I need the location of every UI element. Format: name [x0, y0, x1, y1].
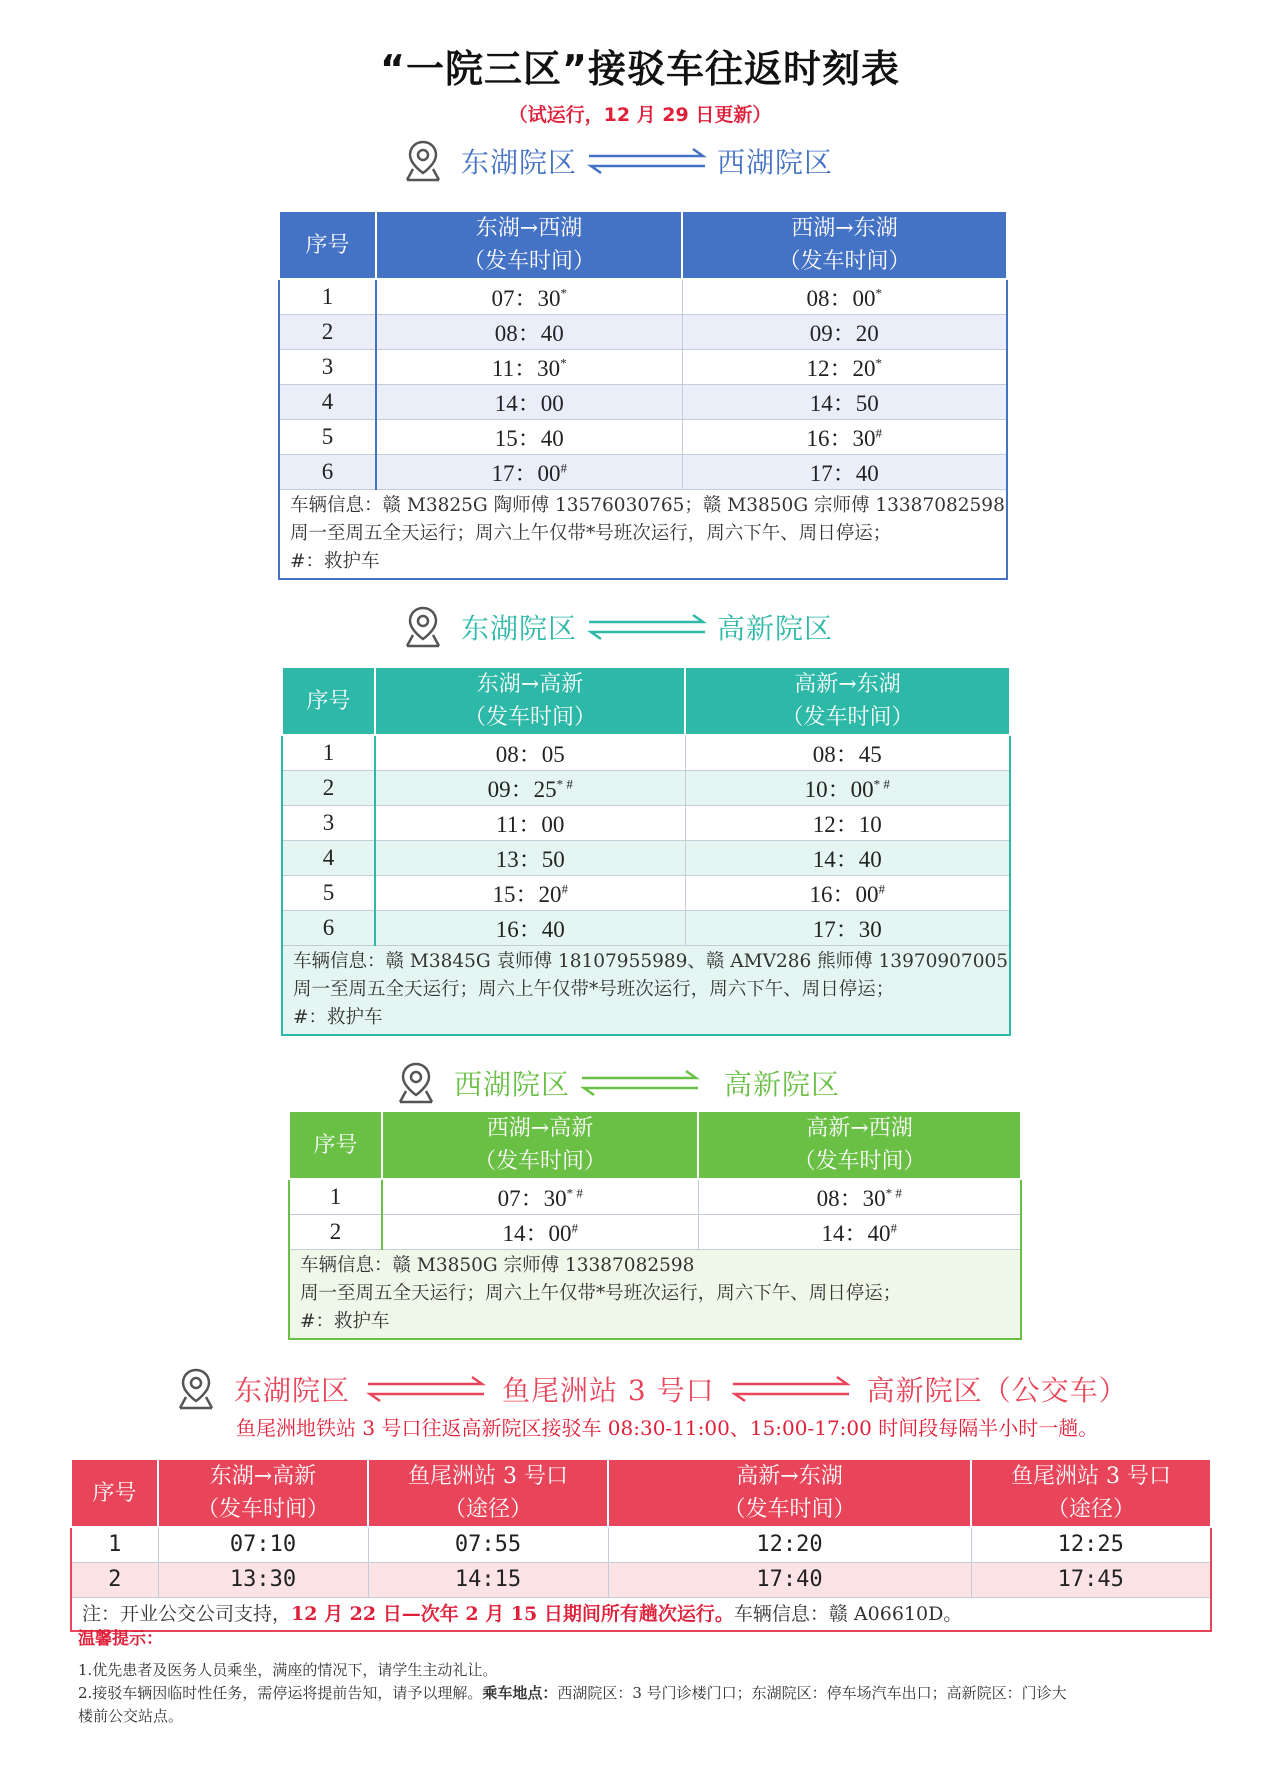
timetable-dh-xh — [278, 210, 1008, 580]
timetable-bus — [70, 1458, 1212, 1632]
bus-note-prefix: 注：开业公交公司支持， — [82, 1602, 292, 1625]
route-header-xh-gx — [396, 1058, 840, 1108]
col-header-idx: 序号 — [289, 1111, 382, 1179]
timetable-xh-gx — [288, 1110, 1022, 1340]
schedule-note: 周一至周五全天运行；周六上午仅带*号班次运行，周六下午、周日停运； — [293, 978, 895, 1000]
col-header-return: 西湖→东湖 （发车时间） — [682, 211, 1007, 279]
col-header-outbound: 东湖→高新 （发车时间） — [375, 667, 685, 735]
bus-note-dates: 12 月 22 日—次年 2 月 15 日期间所有趟次运行。 — [291, 1602, 734, 1625]
tip-line-1: 1.优先患者及医务人员乘坐，满座的情况下，请学生主动礼让。 — [78, 1661, 498, 1679]
table-row: 1 07：30* 08：00* — [279, 279, 1007, 314]
legend-note: #：救护车 — [293, 1006, 383, 1028]
route-header-dh-gx — [403, 602, 833, 652]
route-from: 西湖院区 — [454, 1068, 571, 1101]
page-subtitle: （试运行，12 月 29 日更新） — [508, 104, 772, 126]
vehicle-info: 车辆信息：赣 M3845G 袁师傅 18107955989、赣 AMV286 熊师傅 13970907005 — [293, 950, 1009, 972]
tip-line-2: 2.接驳车辆因临时性任务，需停运将提前告知，请予以理解。乘车地点：西湖院区：3 号门诊楼门口；东湖院区：停车场汽车出口；高新院区：门诊大 — [78, 1684, 1067, 1702]
schedule-note: 周一至周五全天运行；周六上午仅带*号班次运行，周六下午、周日停运； — [300, 1282, 902, 1304]
route-mid: 鱼尾洲站 3 号口 — [502, 1374, 715, 1407]
vehicle-info: 车辆信息：赣 M3850G 宗师傅 13387082598 — [300, 1254, 695, 1276]
route-from: 东湖院区 — [234, 1374, 351, 1407]
table-note-row — [282, 945, 1010, 1035]
table-header-row — [282, 667, 1010, 735]
timetable-dh-gx — [281, 666, 1011, 1036]
route-to: 高新院区（公交车） — [866, 1374, 1128, 1407]
table-header-row — [289, 1111, 1021, 1179]
bidirectional-arrow-icon — [731, 1374, 851, 1404]
table-row: 2 14：00# 14：40# — [289, 1214, 1021, 1249]
tips-title: 温馨提示： — [78, 1629, 163, 1649]
table-row: 1 08：05 08：45 — [282, 735, 1010, 770]
table-row: 2 09：25* # 10：00* # — [282, 770, 1010, 805]
route-to: 西湖院区 — [717, 146, 834, 179]
route-to: 高新院区 — [724, 1068, 841, 1101]
bus-vehicle-info: 车辆信息：赣 A06610D。 — [733, 1602, 963, 1625]
page-title: “一院三区”接驳车往返时刻表 — [380, 47, 900, 91]
table-row: 6 17：00# 17：40 — [279, 454, 1007, 489]
col-header-outbound: 东湖→高新 （发车时间） — [158, 1459, 368, 1527]
table-note-row — [279, 489, 1007, 579]
col-header-idx: 序号 — [71, 1459, 158, 1527]
col-header-idx: 序号 — [279, 211, 376, 279]
table-row: 4 13：50 14：40 — [282, 840, 1010, 875]
col-header-via-2: 鱼尾洲站 3 号口 （途径） — [971, 1459, 1211, 1527]
legend-note: #：救护车 — [300, 1310, 390, 1332]
col-header-idx: 序号 — [282, 667, 375, 735]
table-header-row — [71, 1459, 1211, 1527]
table-row: 4 14：00 14：50 — [279, 384, 1007, 419]
table-note-row — [289, 1249, 1021, 1339]
route-from: 东湖院区 — [461, 146, 578, 179]
vehicle-info: 车辆信息：赣 M3825G 陶师傅 13576030765；赣 M3850G 宗师傅 13387082598 — [290, 494, 1005, 516]
route-header-dh-xh — [403, 136, 833, 186]
table-note-row — [71, 1597, 1211, 1631]
table-row: 2 08：40 09：20 — [279, 314, 1007, 349]
table-row: 3 11：30* 12：20* — [279, 349, 1007, 384]
location-pin-icon — [396, 1061, 436, 1105]
bidirectional-arrow-icon — [587, 612, 707, 642]
table-row: 1 07:10 07:55 12:20 12:25 — [71, 1527, 1211, 1562]
schedule-note: 周一至周五全天运行；周六上午仅带*号班次运行，周六下午、周日停运； — [290, 522, 892, 544]
table-row: 6 16：40 17：30 — [282, 910, 1010, 945]
col-header-via-1: 鱼尾洲站 3 号口 （途径） — [368, 1459, 608, 1527]
table-row: 3 11：00 12：10 — [282, 805, 1010, 840]
route-header-dh-yw-gx — [176, 1364, 1128, 1414]
bidirectional-arrow-icon — [580, 1068, 700, 1098]
tips-section — [78, 1628, 1208, 1728]
col-header-outbound: 东湖→西湖 （发车时间） — [376, 211, 682, 279]
table-row: 5 15：40 16：30# — [279, 419, 1007, 454]
col-header-return: 高新→东湖 （发车时间） — [608, 1459, 971, 1527]
table-header-row — [279, 211, 1007, 279]
table-row: 5 15：20# 16：00# — [282, 875, 1010, 910]
tip-line-3: 楼前公交站点。 — [78, 1707, 184, 1725]
table-row: 1 07：30* # 08：30* # — [289, 1179, 1021, 1214]
location-pin-icon — [176, 1367, 216, 1411]
legend-note: #：救护车 — [290, 550, 380, 572]
col-header-return: 高新→西湖 （发车时间） — [698, 1111, 1021, 1179]
route-from: 东湖院区 — [461, 612, 578, 645]
col-header-outbound: 西湖→高新 （发车时间） — [382, 1111, 698, 1179]
bidirectional-arrow-icon — [587, 146, 707, 176]
location-pin-icon — [403, 139, 443, 183]
table-row: 2 13:30 14:15 17:40 17:45 — [71, 1562, 1211, 1597]
col-header-return: 高新→东湖 （发车时间） — [685, 667, 1010, 735]
location-pin-icon — [403, 605, 443, 649]
bidirectional-arrow-icon — [366, 1374, 486, 1404]
shuttle-note: 鱼尾洲地铁站 3 号口往返高新院区接驳车 08:30-11:00、15:00-17:00 时间段每隔半小时一趟。 — [236, 1416, 1099, 1440]
route-to: 高新院区 — [717, 612, 834, 645]
